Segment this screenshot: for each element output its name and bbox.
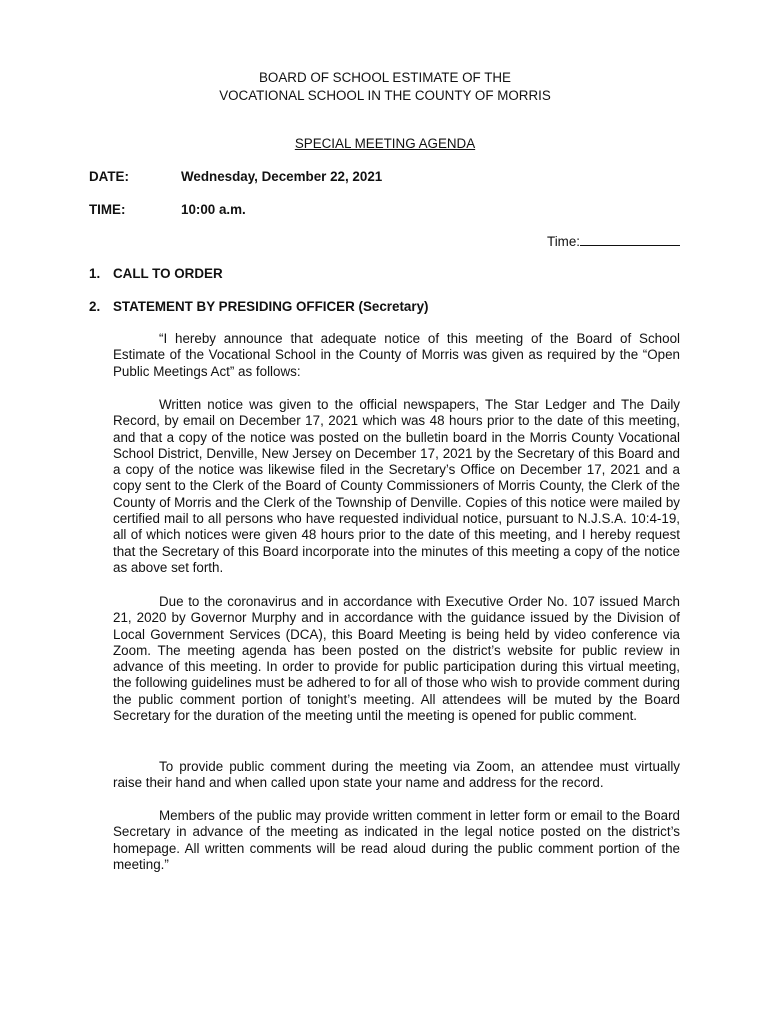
paragraph-coronavirus: Due to the coronavirus and in accordance with Executive Order No. 107 issued March 21, 2020 by Governor Murphy and in accordance with the guidance issued by the Division of Local Government Services (DCA), this Board Meeting is being held by video conference via Zoom. The meeting agenda has been posted on the district’s website for public review in advance of this meeting. In order to provide for public participation during this virtual meeting, the following guidelines must be adhered to for all of those who wish to provide comment during the public comment portion of tonight’s meeting. All attendees will be muted by the Board Secretary for the duration of the meeting until the meeting is opened for public comment. [113, 594, 680, 724]
paragraph-public-comment-zoom: To provide public comment during the meeting via Zoom, an attendee must virtually raise their hand and when called upon state your name and address for the record. [113, 759, 680, 791]
time-row [89, 202, 246, 217]
section-call-to-order [89, 266, 223, 281]
paragraph-written-comment: Members of the public may provide written comment in letter form or email to the Board Secretary in advance of the meeting as indicated in the legal notice posted on the district’s homepage. All written comments will be read aloud during the public comment portion of the meeting.” [113, 808, 680, 872]
section-title: STATEMENT BY PRESIDING OFFICER (Secretary) [113, 299, 429, 314]
date-value: Wednesday, December 22, 2021 [181, 169, 383, 184]
time-label: TIME: [89, 202, 126, 217]
paragraph-written-notice: Written notice was given to the official newspapers, The Star Ledger and The Daily Record, by email on December 17, 2021 which was 48 hours prior to the date of this meeting, and that a copy of the notice was posted on the bulletin board in the Morris County Vocational School District, Denville, New Jersey on December 17, 2021 by the Secretary of this Board and a copy of the notice was likewise filed in the Secretary’s Office on December 17, 2021 and a copy sent to the Clerk of the Board of County Commissioners of Morris County, the Clerk of the County of Morris and the Clerk of the Township of Denville. Copies of this notice were mailed by certified mail to all persons who have requested individual notice, pursuant to N.J.S.A. 10:4-19, all of which notices were given 48 hours prior to the date of this meeting, and I hereby request that the Secretary of this Board incorporate into the minutes of this meeting a copy of the notice as above set forth. [113, 397, 680, 575]
board-heading [0, 69, 770, 105]
time-field-label: Time: [547, 234, 580, 249]
time-field [547, 233, 680, 249]
paragraph-announcement: “I hereby announce that adequate notice of this meeting of the Board of School Estimate of the Vocational School in the County of Morris was given as required by the “Open Public Meetings Act” as follows: [113, 331, 680, 379]
date-label: DATE: [89, 169, 129, 184]
section-number: 1. [89, 266, 101, 281]
board-heading-line-2: VOCATIONAL SCHOOL IN THE COUNTY OF MORRIS [219, 88, 551, 103]
section-number: 2. [89, 299, 101, 314]
section-title: CALL TO ORDER [113, 266, 223, 281]
section-statement [89, 299, 428, 314]
time-value: 10:00 a.m. [181, 202, 246, 217]
agenda-title: SPECIAL MEETING AGENDA [294, 136, 476, 151]
board-heading-line-1: BOARD OF SCHOOL ESTIMATE OF THE [259, 70, 511, 85]
date-row [89, 169, 382, 184]
time-field-blank [580, 233, 680, 246]
